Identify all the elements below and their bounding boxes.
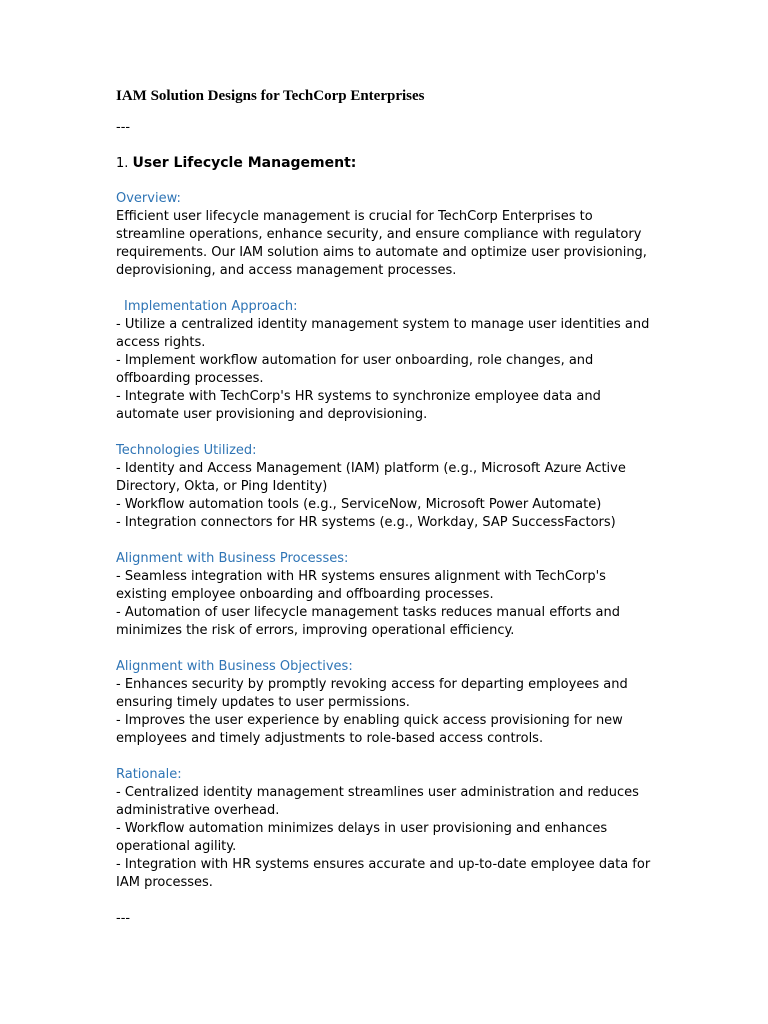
bullet-line: - Identity and Access Management (IAM) platform (e.g., Microsoft Azure Active Directory, Okta, or Ping Identity) [116, 461, 626, 494]
bullet-line: - Implement workflow automation for user onboarding, role changes, and offboarding processes. [116, 353, 594, 386]
section-overview [116, 190, 656, 280]
bullet-line: - Centralized identity management streamlines user administration and reduces administrative overhead. [116, 785, 639, 818]
document-title: IAM Solution Designs for TechCorp Enterprises [116, 88, 425, 104]
bullet-line: - Enhances security by promptly revoking access for departing employees and ensuring timely updates to user permissions. [116, 677, 628, 710]
section-rationale [116, 766, 656, 892]
bullet-line: - Workflow automation tools (e.g., ServiceNow, Microsoft Power Automate) [116, 497, 602, 512]
document-page [116, 86, 656, 928]
section-implementation-approach [116, 298, 656, 424]
bullet-line: - Improves the user experience by enabling quick access provisioning for new employees and timely adjustments to role-based access controls. [116, 713, 623, 746]
bullet-line: - Integration with HR systems ensures accurate and up-to-date employee data for IAM processes. [116, 857, 651, 890]
heading-number: 1. [116, 156, 129, 171]
section-business-objectives [116, 658, 656, 748]
bullet-line: - Workflow automation minimizes delays in user provisioning and enhances operational agility. [116, 821, 608, 854]
heading-text: User Lifecycle Management: [132, 155, 357, 171]
separator-top: --- [116, 120, 131, 135]
section-label: Implementation Approach: [124, 299, 298, 314]
section-label: Rationale: [116, 767, 182, 782]
bullet-line: - Utilize a centralized identity management system to manage user identities and access rights. [116, 317, 650, 350]
bullet-line: - Automation of user lifecycle management tasks reduces manual efforts and minimizes the risk of errors, improving operational efficiency. [116, 605, 620, 638]
section-technologies-utilized [116, 442, 656, 532]
bullet-line: - Integrate with TechCorp's HR systems to synchronize employee data and automate user provisioning and deprovisioning. [116, 389, 601, 422]
paragraph-line: Efficient user lifecycle management is crucial for TechCorp Enterprises to streamline operations, enhance security, and ensure compliance with regulatory requirements. Our IAM solution aims to automate and optimize user provisioning, deprovisioning, and access management processes. [116, 209, 647, 278]
bullet-line: - Integration connectors for HR systems (e.g., Workday, SAP SuccessFactors) [116, 515, 616, 530]
section-label: Alignment with Business Processes: [116, 551, 349, 566]
separator-bottom: --- [116, 911, 131, 926]
section-heading [116, 153, 656, 174]
section-label: Technologies Utilized: [116, 443, 257, 458]
section-business-processes [116, 550, 656, 640]
bullet-line: - Seamless integration with HR systems ensures alignment with TechCorp's existing employee onboarding and offboarding processes. [116, 569, 606, 602]
section-label: Alignment with Business Objectives: [116, 659, 353, 674]
section-label: Overview: [116, 191, 181, 206]
